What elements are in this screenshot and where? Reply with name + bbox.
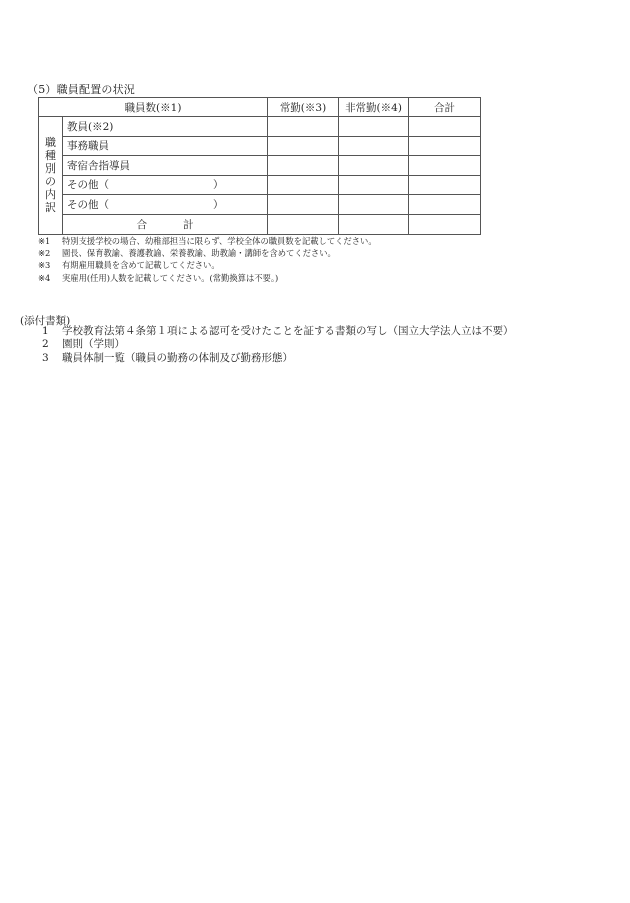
side-label-breakdown-by-type — [39, 117, 63, 235]
note-text: 特別支援学校の場合、幼稚部担当に限らず、学校全体の職員数を記載してください。 — [62, 236, 377, 246]
row-label-dormitory-instructors: 寄宿舎指導員 — [63, 156, 268, 176]
side-label-char: 職 — [45, 136, 56, 150]
cell-dormitory-part-time[interactable] — [339, 156, 409, 176]
attachment-item-2 — [42, 338, 514, 351]
table-row-total — [39, 214, 481, 234]
cell-dormitory-full-time[interactable] — [268, 156, 339, 176]
table-row-other-2 — [39, 195, 481, 215]
cell-teachers-total[interactable] — [409, 117, 481, 137]
note-mark: ※4 — [38, 272, 51, 283]
header-staff-count: 職員数(※1) — [39, 98, 268, 117]
table-row-other-1 — [39, 175, 481, 195]
cell-other1-total[interactable] — [409, 175, 481, 195]
table-row-dormitory-instructors — [39, 156, 481, 176]
note-2 — [38, 247, 377, 259]
table-notes — [38, 235, 377, 284]
cell-other2-total[interactable] — [409, 195, 481, 215]
cell-other1-full-time[interactable] — [268, 175, 339, 195]
attachment-item-1 — [42, 325, 514, 338]
cell-teachers-part-time[interactable] — [339, 117, 409, 137]
cell-total-total[interactable] — [409, 214, 481, 234]
attachment-number: 2 — [42, 338, 49, 351]
note-3 — [38, 259, 377, 271]
other-label-text: その他（ — [67, 198, 109, 211]
row-label-other-1[interactable] — [63, 175, 268, 195]
attachment-text: 職員体制一覧（職員の勤務の体制及び勤務形態） — [62, 351, 293, 364]
note-mark: ※2 — [38, 248, 51, 259]
note-1 — [38, 235, 377, 247]
attachment-number: 1 — [42, 325, 49, 337]
side-label-char: 種 — [45, 149, 56, 163]
row-label-office-staff: 事務職員 — [63, 136, 268, 156]
side-label-char: 訳 — [45, 201, 56, 215]
cell-other2-part-time[interactable] — [339, 195, 409, 215]
table-row-office-staff — [39, 136, 481, 156]
note-mark: ※1 — [38, 236, 51, 246]
other-label-close-paren: ） — [213, 198, 224, 211]
header-part-time: 非常勤(※4) — [339, 98, 409, 117]
attachments-list — [42, 325, 514, 365]
section-title: （5）職員配置の状況 — [27, 83, 135, 96]
cell-office-total[interactable] — [409, 136, 481, 156]
row-label-total — [63, 214, 268, 234]
note-4 — [38, 272, 377, 284]
table-row-teachers — [39, 117, 481, 137]
cell-teachers-full-time[interactable] — [268, 117, 339, 137]
cell-other1-part-time[interactable] — [339, 175, 409, 195]
total-label-a: 合 — [136, 218, 147, 231]
cell-other2-full-time[interactable] — [268, 195, 339, 215]
other-label-close-paren: ） — [213, 179, 224, 192]
cell-office-part-time[interactable] — [339, 136, 409, 156]
cell-total-full-time[interactable] — [268, 214, 339, 234]
note-text: 園長、保育教諭、養護教諭、栄養教諭、助教諭・講師を含めてください。 — [62, 248, 336, 259]
attachment-number: 3 — [42, 351, 49, 364]
other-label-text: その他（ — [67, 179, 109, 192]
attachments-title: (添付書類) — [20, 315, 71, 327]
row-label-other-2[interactable] — [63, 195, 268, 215]
side-label-char: 別 — [45, 162, 56, 176]
attachment-text: 園則（学則） — [62, 338, 125, 351]
cell-total-part-time[interactable] — [339, 214, 409, 234]
cell-office-full-time[interactable] — [268, 136, 339, 156]
total-label-b: 計 — [183, 218, 194, 231]
note-text: 有期雇用職員を含めて記載してください。 — [62, 260, 220, 271]
cell-dormitory-total[interactable] — [409, 156, 481, 176]
note-mark: ※3 — [38, 260, 51, 271]
table-header-row — [39, 98, 481, 117]
header-full-time: 常勤(※3) — [268, 98, 339, 117]
side-label-char: の — [45, 175, 56, 189]
attachment-text: 学校教育法第４条第１項による認可を受けたことを証する書類の写し（国立大学法人立は不要） — [62, 325, 514, 337]
staff-allocation-table — [38, 97, 481, 235]
side-label-char: 内 — [45, 188, 56, 202]
header-total: 合計 — [409, 98, 481, 117]
row-label-teachers: 教員(※2) — [63, 117, 268, 137]
note-text: 実雇用(任用)人数を記載してください。(常勤換算は不要。) — [62, 272, 279, 283]
attachment-item-3 — [42, 352, 514, 365]
